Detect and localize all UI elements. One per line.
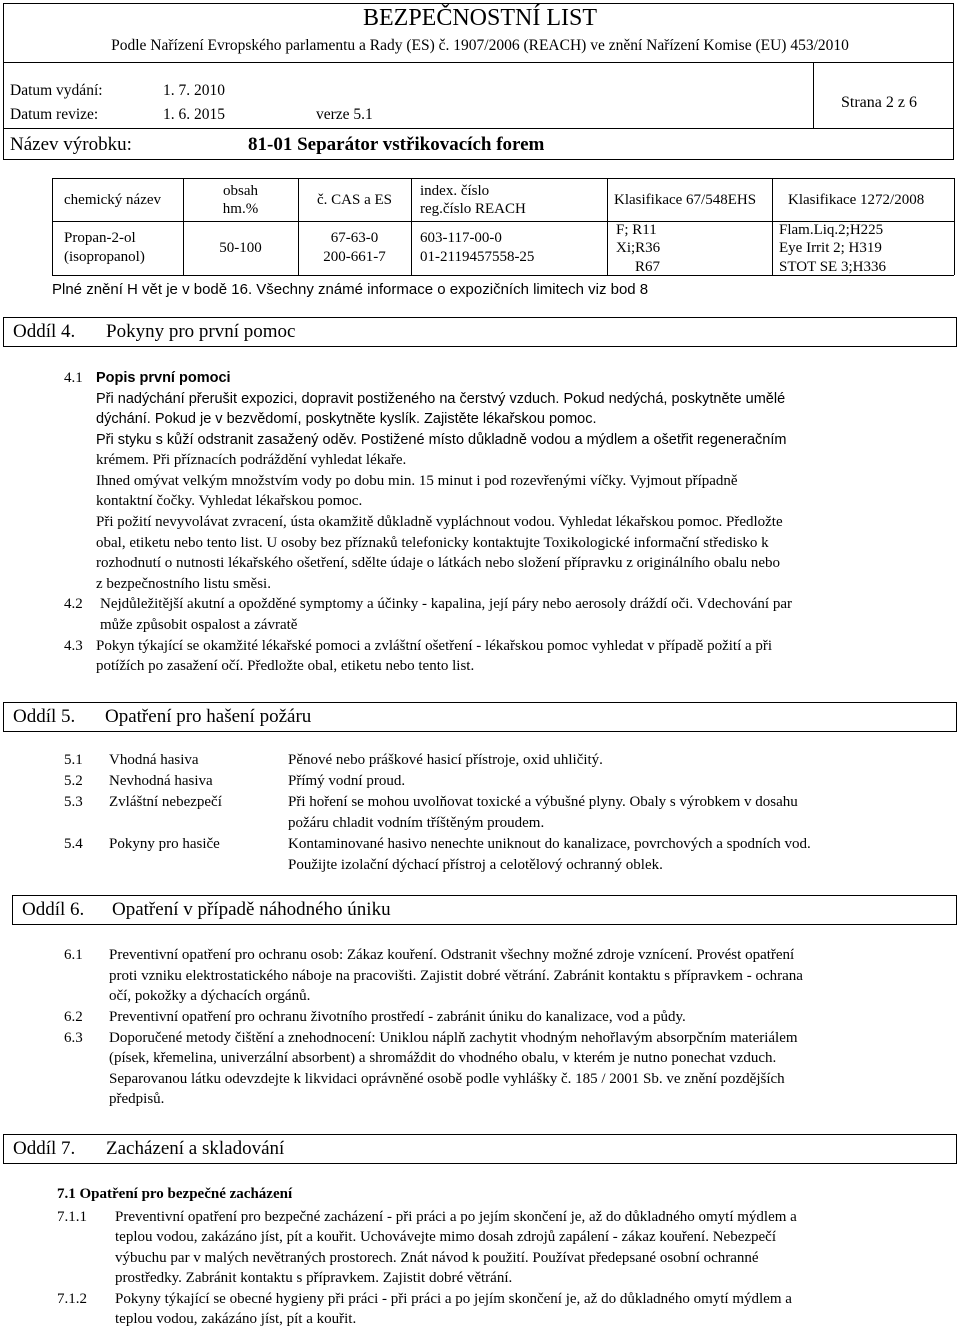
table-col-line [411,178,412,275]
table-border-top [52,178,954,179]
s4-line: Ihned omývat velkým množstvím vody po dobu min. 15 minut i pod rozevřenými víčky. Vyjmout případně [96,473,738,489]
s5-row-label: Vhodná hasiva [109,752,199,768]
s5-row-number: 5.1 [64,752,83,768]
s5-row-label: Zvláštní nebezpečí [109,794,222,810]
s4-line: dýchání. Pokud je v bezvědomí, poskytněte kyslík. Zajistěte lékařskou pomoc. [96,411,597,427]
section-5-title: Opatření pro hašení požáru [105,706,312,727]
s5-row-text-2: Použijte izolační dýchací přístroj a celotělový ochranný oblek. [288,857,663,873]
table-col-line [52,178,53,275]
s4-3-text: Pokyn týkající se okamžité lékařské pomoci a zvláštní ošetření - lékařskou pomoc vyhledat v případě požití a při [96,638,773,654]
section-7-number: Oddíl 7. [13,1138,76,1159]
section-4-number: Oddíl 4. [13,321,76,342]
td-class1272-2: Eye Irrit 2; H319 [779,240,882,256]
version: verze 5.1 [316,106,373,123]
td-name-1: Propan-2-ol [64,230,136,246]
th-content-2: hm.% [222,201,259,217]
td-cas-2: 200-661-7 [323,249,386,265]
td-class1272-3: STOT SE 3;H336 [779,259,886,275]
td-index-2: 01-2119457558-25 [420,249,535,265]
s5-row-label: Nevhodná hasiva [109,773,213,789]
s5-row-text: Přímý vodní proud. [288,773,406,789]
s6-2-text: Preventivní opatření pro ochranu životního prostředí - zabránit úniku do kanalizace, vod a půdy. [109,1009,686,1025]
s6-1-number: 6.1 [64,947,83,963]
s4-1-number: 4.1 [64,370,83,386]
section-4-title: Pokyny pro první pomoc [106,321,296,342]
s4-line: rozhodnutí o nutnosti lékařského ošetření, sdělte údaje o látkách nebo složení přípravku z originálního obalu nebo [96,555,780,571]
s4-line: z bezpečnostního listu směsi. [96,576,271,592]
section-5-header [3,702,957,732]
section-6-title: Opatření v případě náhodného úniku [112,899,391,920]
th-content-1: obsah [223,183,258,199]
s5-row-text-2: požáru chladit vodním tříštěným proudem. [288,815,545,831]
page-box-divider [813,62,814,128]
s4-line: Při styku s kůží odstranit zasažený oděv. Postižené místo důkladně vodou a mýdlem a ošetřit regeneračním [96,432,787,448]
s7-1-1-text: výbuchu par v malých nevětraných prostorech. Znát návod k použití. Používat předepsané osobní ochranné [115,1250,759,1266]
issue-date-label: Datum vydání: [10,82,103,99]
s5-row-text: Kontaminované hasivo nenechte uniknout do kanalizace, povrchových a spodních vod. [288,836,811,852]
s4-line: kontaktní čočky. Vyhledat lékařskou pomoc. [96,493,363,509]
product-name: 81-01 Separátor vstřikovacích forem [248,134,545,155]
table-note: Plné znění H vět je v bodě 16. Všechny známé informace o expozičních limitech viz bod 8 [52,281,649,298]
s4-2-number: 4.2 [64,596,83,612]
s7-1-1-text: prostředky. Zabránit kontaktu s přípravkem. Zajistit dobré větrání. [115,1270,513,1286]
s7-1-1-text: Preventivní opatření pro bezpečné zacházení - při práci a po jejím skončení je, až do důkladného omytí mýdlem a [115,1209,797,1225]
s7-1-2-text: Pokyny týkající se obecné hygieny při práci - při práci a po jejím skončení je, až do důkladného omytí mýdlem a [115,1291,792,1307]
issue-date: 1. 7. 2010 [163,82,225,99]
td-class1272-1: Flam.Liq.2;H225 [779,222,884,238]
s6-3-number: 6.3 [64,1030,83,1046]
header-divider-2 [3,128,954,129]
s6-3-text: Separovanou látku odevzdejte k likvidaci oprávněné osobě podle vyhlášky č. 185 / 2001 Sb. ve znění pozdějších [109,1071,785,1087]
th-cas: č. CAS a ES [317,192,392,208]
td-class67-2: Xi;R36 [616,240,661,256]
section-7-title: Zacházení a skladování [106,1138,285,1159]
s7-1-2-number: 7.1.2 [57,1291,87,1307]
header-divider [3,62,954,63]
s7-1-heading: 7.1 Opatření pro bezpečné zacházení [57,1186,293,1202]
s6-1-text: Preventivní opatření pro ochranu osob: Zákaz kouření. Odstranit všechny možné zdroje vznícení. Provést opatření [109,947,795,963]
s6-3-text: předpisů. [109,1091,165,1107]
document-title: BEZPEČNOSTNÍ LIST [363,5,597,31]
td-class67-1: F; R11 [616,222,657,238]
s7-1-1-text: teplou vodou, zakázáno jíst, pít a kouřit. Uchovávejte mimo dosah zdrojů zapálení - zákaz kouření. Nebezpečí [115,1229,777,1245]
td-index-1: 603-117-00-0 [420,230,502,246]
section-5-number: Oddíl 5. [13,706,76,727]
th-class-67: Klasifikace 67/548EHS [614,192,757,208]
s4-line: krémem. Při příznacích podráždění vyhledat lékaře. [96,452,407,468]
td-class67-3: R67 [635,259,661,275]
s4-2-text: Nejdůležitější akutní a opožděné symptomy a účinky - kapalina, její páry nebo aerosoly dráždí oči. Vdechování par [100,596,792,612]
th-index-2: reg.číslo REACH [420,201,526,217]
s6-2-number: 6.2 [64,1009,83,1025]
s4-line: obal, etiketu nebo tento list. U osoby bez příznaků telefonicky kontaktujte Toxikologické informační středisko k [96,535,769,551]
page-number: Strana 2 z 6 [841,94,917,111]
s4-3-text: potížích po zasažení očí. Předložte obal, etiketu nebo tento list. [96,658,475,674]
table-col-line [954,178,955,275]
section-4-header [3,317,957,347]
s6-1-text: očí, pokožky a dýchacích orgánů. [109,988,311,1004]
s5-row-text: Pěnové nebo práškové hasicí přístroje, oxid uhličitý. [288,752,603,768]
th-chem-name: chemický název [64,192,162,208]
s7-1-2-text: teplou vodou, zakázáno jíst, pít a kouřit. [115,1311,357,1327]
s6-3-text: (písek, křemelina, univerzální absorbent) a shromáždit do vhodného obalu, v kterém je nutno ponechat vzduch. [109,1050,777,1066]
s5-row-number: 5.2 [64,773,83,789]
s4-2-text: může způsobit ospalost a závratě [100,617,298,633]
document-subtitle: Podle Nařízení Evropského parlamentu a Rady (ES) č. 1907/2006 (REACH) ve znění Nařízení Komise (EU) 453/2010 [111,37,849,54]
s4-1-heading: Popis první pomoci [96,370,231,386]
td-content: 50-100 [219,240,262,256]
td-name-2: (isopropanol) [64,249,145,265]
s7-1-1-number: 7.1.1 [57,1209,87,1225]
product-label: Název výrobku: [10,134,132,155]
s5-row-text: Při hoření se mohou uvolňovat toxické a výbušné plyny. Obaly s výrobkem v dosahu [288,794,798,810]
s4-line: Při nadýchání přerušit expozici, dopravit postiženého na čerstvý vzduch. Pokud nedýchá, poskytněte umělé [96,391,786,407]
table-col-line [607,178,608,275]
th-index-1: index. číslo [420,183,490,199]
s5-row-number: 5.4 [64,836,83,852]
revision-date: 1. 6. 2015 [163,106,225,123]
th-class-1272: Klasifikace 1272/2008 [788,192,925,208]
section-7-header [3,1134,957,1164]
s6-1-text: proti vzniku elektrostatického náboje na pracovišti. Zajistit dobré větrání. Zabránit kontaktu s přípravkem - ochrana [109,968,803,984]
td-cas-1: 67-63-0 [330,230,379,246]
s4-line: Při požití nevyvolávat zvracení, ústa okamžitě důkladně vypláchnout vodou. Vyhledat lékařskou pomoc. Předložte [96,514,783,530]
s5-row-label: Pokyny pro hasiče [109,836,220,852]
table-col-line [772,178,773,275]
revision-date-label: Datum revize: [10,106,99,123]
s4-3-number: 4.3 [64,638,83,654]
section-6-header [12,895,957,925]
s6-3-text: Doporučené metody čištění a znehodnocení: Uniklou náplň zachytit vhodným nehořlavým absorpčním materiálem [109,1030,798,1046]
section-6-number: Oddíl 6. [22,899,85,920]
s5-row-number: 5.3 [64,794,83,810]
